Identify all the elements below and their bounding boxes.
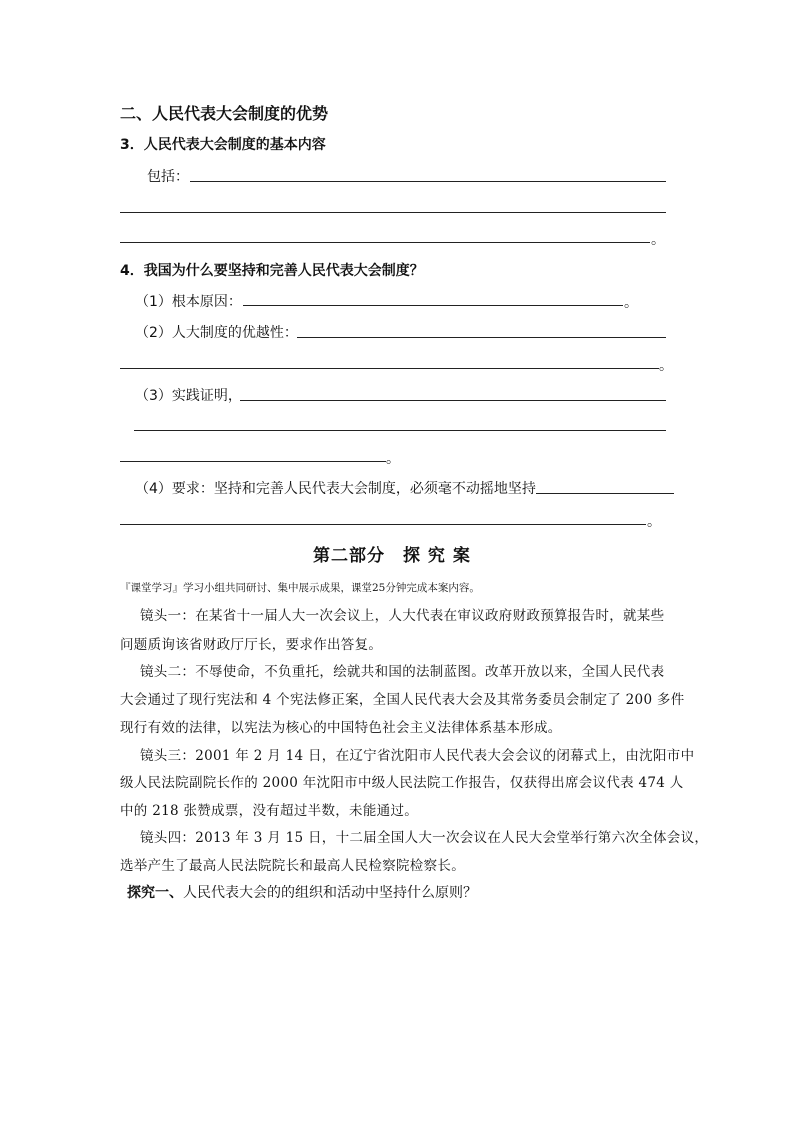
end-mark: 。	[659, 358, 673, 374]
item-1-label: （1）根本原因：	[135, 294, 242, 310]
part-2-title: 第二部分 探 究 案	[313, 546, 471, 566]
scene-2-text: 大会通过了现行宪法和 4 个宪法修正案，全国人民代表大会及其常务委员会制定了 200 多件	[120, 692, 685, 708]
answer-blank-line[interactable]	[120, 461, 386, 462]
scene-1-text: 问题质询该省财政厅厅长，要求作出答复。	[120, 637, 383, 653]
scene-4-text: 镜头四：2013 年 3 月 15 日，十二届全国人大一次会议在人民大会堂举行第六次全体会议，	[140, 830, 709, 846]
answer-blank-line[interactable]	[120, 242, 650, 243]
scene-2-text: 现行有效的法律，以宪法为核心的中国特色社会主义法律体系基本形成。	[120, 720, 562, 736]
answer-blank-line[interactable]	[243, 305, 623, 306]
answer-blank-line[interactable]	[190, 181, 666, 182]
scene-3-text: 中的 218 张赞成票，没有超过半数，未能通过。	[120, 803, 419, 819]
item-2-label: （2）人大制度的优越性：	[135, 325, 298, 341]
inquiry-1-text: 人民代表大会的的组织和活动中坚持什么原则？	[183, 885, 477, 901]
inquiry-1	[127, 882, 477, 902]
end-mark: 。	[624, 295, 638, 311]
scene-3-text: 镜头三：2001 年 2 月 14 日，在辽宁省沈阳市人民代表大会会议的闭幕式上，由沈阳市中	[140, 748, 695, 764]
answer-blank-line[interactable]	[120, 212, 666, 213]
question-3-title: 3．人民代表大会制度的基本内容	[120, 137, 326, 153]
answer-blank-line[interactable]	[120, 524, 646, 525]
scene-4-text: 选举产生了最高人民法院院长和最高人民检察院检察长。	[120, 858, 465, 874]
end-mark: 。	[651, 232, 665, 248]
answer-blank-line[interactable]	[536, 493, 674, 494]
question-4-title: 4．我国为什么要坚持和完善人民代表大会制度？	[120, 263, 424, 279]
scene-1-text: 镜头一：在某省十一届人大一次会议上，人大代表在审议政府财政预算报告时，就某些	[140, 608, 665, 624]
item-3-label: （3）实践证明，	[135, 388, 242, 404]
answer-blank-line[interactable]	[120, 368, 659, 369]
scene-2-text: 镜头二：不辱使命，不负重托，绘就共和国的法制蓝图。改革开放以来，全国人民代表	[140, 664, 665, 680]
class-note: 『课堂学习』学习小组共同研讨、集中展示成果，课堂25分钟完成本案内容。	[120, 582, 480, 594]
answer-blank-line[interactable]	[134, 430, 666, 431]
answer-blank-line[interactable]	[297, 337, 666, 338]
end-mark: 。	[647, 514, 661, 530]
section-heading: 二、人民代表大会制度的优势	[120, 104, 329, 123]
item-4-label: （4）要求：坚持和完善人民代表大会制度，必须毫不动摇地坚持	[135, 481, 536, 497]
include-label: 包括：	[147, 169, 189, 185]
inquiry-1-prefix: 探究一、	[127, 885, 183, 901]
scene-3-text: 级人民法院副院长作的 2000 年沈阳市中级人民法院工作报告，仅获得出席会议代表 474 人	[120, 775, 684, 791]
end-mark: 。	[386, 451, 400, 467]
answer-blank-line[interactable]	[240, 400, 666, 401]
